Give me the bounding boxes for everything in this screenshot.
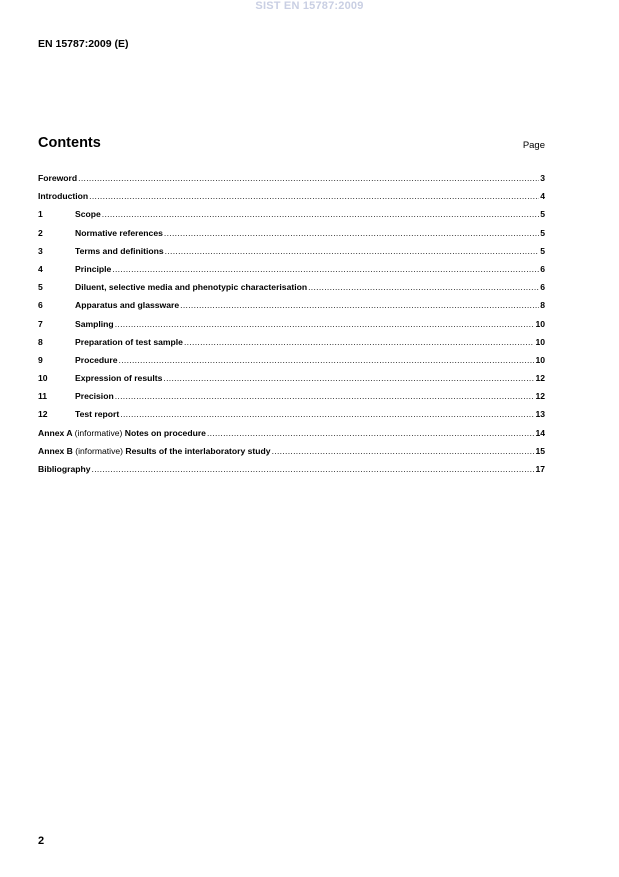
toc-entry-title-text: Results of the interlaboratory study	[125, 445, 271, 456]
toc-entry[interactable]	[38, 246, 545, 264]
toc-entry[interactable]	[38, 409, 545, 427]
toc-entry-title	[75, 209, 101, 219]
toc-entry[interactable]	[38, 428, 545, 446]
toc-dot-leader	[163, 373, 534, 383]
toc-entry[interactable]	[38, 355, 545, 373]
table-of-contents	[38, 173, 545, 482]
toc-entry-title-text: Diluent, selective media and phenotypic characterisation	[75, 282, 308, 293]
toc-dot-leader	[115, 319, 535, 329]
toc-entry-number: 3	[38, 245, 43, 256]
toc-dot-leader	[272, 446, 535, 456]
toc-entry-title	[38, 446, 271, 456]
toc-entry-title-text: Bibliography	[38, 464, 91, 474]
toc-entry-title	[38, 428, 206, 438]
toc-entry-title-text: Apparatus and glassware	[75, 300, 180, 311]
toc-entry[interactable]	[38, 173, 545, 191]
toc-entry[interactable]	[38, 228, 545, 246]
toc-annex-prefix: Annex A	[38, 427, 73, 438]
toc-entry[interactable]	[38, 464, 545, 482]
toc-entry-page: 4	[540, 191, 545, 202]
toc-dot-leader	[207, 428, 534, 438]
toc-entry-title-text: Introduction	[38, 191, 89, 202]
toc-entry[interactable]	[38, 446, 545, 464]
document-id: EN 15787:2009 (E)	[38, 38, 129, 50]
toc-dot-leader	[120, 409, 534, 419]
toc-entry-title-text: Notes on procedure	[124, 427, 206, 438]
toc-entry-page: 17	[535, 464, 545, 474]
toc-entry-title	[75, 228, 163, 238]
toc-entry-page: 6	[540, 282, 545, 293]
toc-entry-number: 11	[38, 391, 48, 402]
toc-entry-page: 5	[540, 209, 545, 220]
toc-entry[interactable]	[38, 337, 545, 355]
toc-dot-leader	[112, 264, 539, 274]
toc-entry-title-text: Preparation of test sample	[75, 336, 183, 347]
toc-entry[interactable]	[38, 319, 545, 337]
toc-entry[interactable]	[38, 300, 545, 318]
toc-entry[interactable]	[38, 282, 545, 300]
toc-entry-title-text: Foreword	[38, 173, 78, 183]
toc-entry-title-text: Principle	[75, 263, 112, 274]
toc-entry-title-text: Precision	[75, 391, 114, 402]
toc-entry-number: 9	[38, 354, 43, 365]
toc-entry-number: 8	[38, 336, 43, 347]
toc-entry-number: 2	[38, 227, 43, 238]
toc-dot-leader	[92, 464, 535, 474]
toc-entry-title	[75, 319, 114, 329]
toc-entry-title-text: Normative references	[75, 227, 163, 238]
toc-entry-number: 4	[38, 263, 43, 274]
toc-entry-page: 6	[540, 263, 545, 274]
toc-entry-number: 5	[38, 282, 43, 293]
toc-annex-prefix: Annex B	[38, 445, 73, 456]
toc-dot-leader	[184, 337, 535, 347]
toc-dot-leader	[308, 282, 539, 292]
toc-entry-page: 5	[540, 227, 545, 238]
toc-dot-leader	[115, 391, 535, 401]
toc-entry-page: 10	[535, 318, 545, 329]
toc-entry-title-text: Terms and definitions	[75, 245, 164, 256]
toc-entry-page: 15	[535, 445, 545, 456]
toc-entry-number: 1	[38, 209, 43, 220]
toc-entry-page: 5	[540, 245, 545, 256]
toc-dot-leader	[165, 246, 540, 256]
toc-dot-leader	[102, 209, 539, 219]
toc-entry-title	[75, 337, 183, 347]
toc-entry[interactable]	[38, 191, 545, 209]
toc-entry-title	[75, 391, 114, 401]
toc-entry-number: 10	[38, 373, 48, 384]
toc-entry-page: 12	[535, 391, 545, 402]
toc-entry-title	[38, 191, 88, 201]
toc-entry-title-text: Procedure	[75, 354, 118, 365]
toc-entry-title	[75, 246, 164, 256]
toc-entry-number: 12	[38, 409, 48, 420]
toc-entry[interactable]	[38, 264, 545, 282]
toc-entry-page: 10	[535, 336, 545, 347]
toc-entry-page: 10	[535, 354, 545, 365]
toc-entry-title	[75, 373, 162, 383]
toc-entry-title	[38, 173, 77, 183]
toc-entry[interactable]	[38, 373, 545, 391]
toc-annex-qualifier: (informative)	[75, 445, 124, 456]
toc-dot-leader	[164, 228, 539, 238]
toc-entry-title-text: Sampling	[75, 318, 114, 329]
toc-entry-number: 7	[38, 318, 43, 329]
toc-entry-page: 12	[535, 373, 545, 384]
toc-dot-leader	[78, 173, 539, 183]
toc-entry-title	[75, 282, 307, 292]
toc-entry-title-text: Test report	[75, 409, 120, 420]
toc-entry-title	[75, 355, 118, 365]
toc-dot-leader	[180, 300, 539, 310]
toc-entry-page: 13	[535, 409, 545, 420]
toc-entry-title-text: Scope	[75, 209, 101, 220]
contents-title: Contents	[38, 135, 101, 151]
page-column-label: Page	[522, 140, 545, 151]
toc-entry-title	[75, 300, 179, 310]
watermark: SIST EN 15787:2009	[255, 0, 364, 12]
toc-entry-title	[75, 409, 119, 419]
toc-entry-number: 6	[38, 300, 43, 311]
toc-annex-qualifier: (informative)	[74, 427, 123, 438]
page-number: 2	[38, 835, 45, 847]
toc-entry-title-text: Expression of results	[75, 373, 163, 384]
toc-entry-page: 3	[540, 173, 545, 183]
toc-entry-title	[38, 464, 91, 474]
toc-entry[interactable]	[38, 391, 545, 409]
toc-entry-title	[75, 264, 111, 274]
toc-dot-leader	[119, 355, 535, 365]
toc-entry-page: 14	[535, 427, 545, 438]
toc-entry-page: 8	[540, 300, 545, 311]
toc-entry[interactable]	[38, 209, 545, 227]
toc-dot-leader	[89, 191, 539, 201]
